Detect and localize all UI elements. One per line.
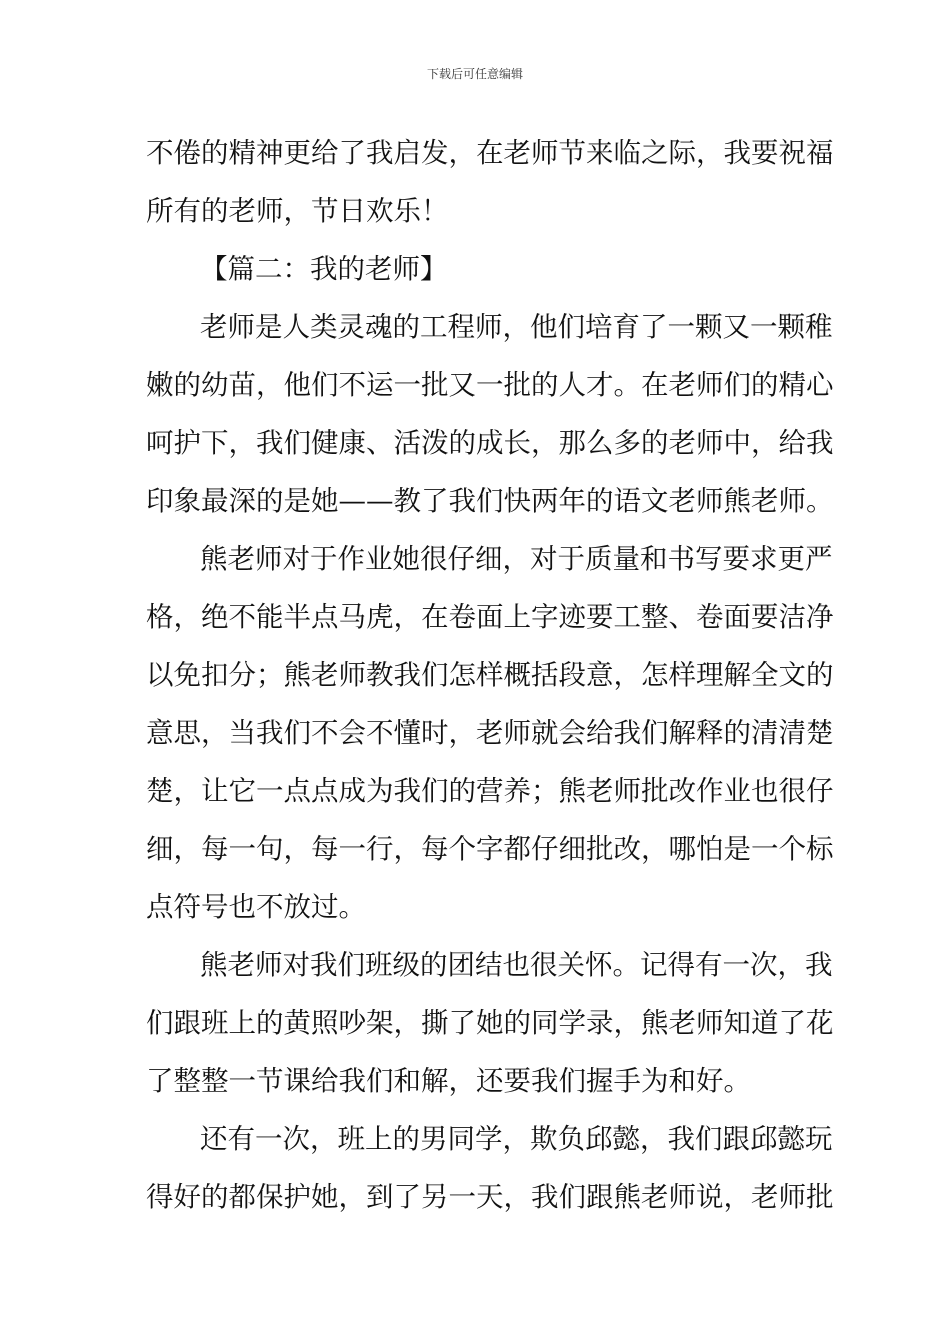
text-line: 以免扣分；熊老师教我们怎样概括段意，怎样理解全文的 xyxy=(146,659,834,691)
text-line: 老师是人类灵魂的工程师，他们培育了一颗又一颗稚 xyxy=(200,311,833,343)
text-line: 得好的都保护她，到了另一天，我们跟熊老师说，老师批 xyxy=(146,1181,834,1213)
text-line: 熊老师对我们班级的团结也很关怀。记得有一次，我 xyxy=(200,949,833,981)
text-line: 们跟班上的黄照吵架，撕了她的同学录，熊老师知道了花 xyxy=(146,1007,834,1039)
text-line: 了整整一节课给我们和解，还要我们握手为和好。 xyxy=(146,1065,751,1097)
text-line: 格，绝不能半点马虎，在卷面上字迹要工整、卷面要洁净 xyxy=(146,601,834,633)
document-body xyxy=(146,124,834,1226)
text-line: 意思，当我们不会不懂时，老师就会给我们解释的清清楚 xyxy=(146,717,834,749)
page-header: 下载后可任意编辑 xyxy=(426,67,523,81)
text-line: 熊老师对于作业她很仔细，对于质量和书写要求更严 xyxy=(200,543,833,575)
text-line: 点符号也不放过。 xyxy=(146,891,366,923)
text-line: 细，每一句，每一行，每个字都仔细批改，哪怕是一个标 xyxy=(146,833,834,865)
text-line: 呵护下，我们健康、活泼的成长，那么多的老师中，给我 xyxy=(146,427,834,459)
text-line: 不倦的精神更给了我启发，在老师节来临之际，我要祝福 xyxy=(146,137,834,169)
section-heading: 【篇二：我的老师】 xyxy=(200,253,448,285)
text-line: 印象最深的是她——教了我们快两年的语文老师熊老师。 xyxy=(146,485,834,517)
text-line: 嫩的幼苗，他们不运一批又一批的人才。在老师们的精心 xyxy=(146,369,834,401)
text-line: 楚，让它一点点成为我们的营养；熊老师批改作业也很仔 xyxy=(146,775,834,807)
text-line: 还有一次，班上的男同学，欺负邱懿，我们跟邱懿玩 xyxy=(200,1123,833,1155)
text-line: 所有的老师，节日欢乐！ xyxy=(146,195,449,227)
